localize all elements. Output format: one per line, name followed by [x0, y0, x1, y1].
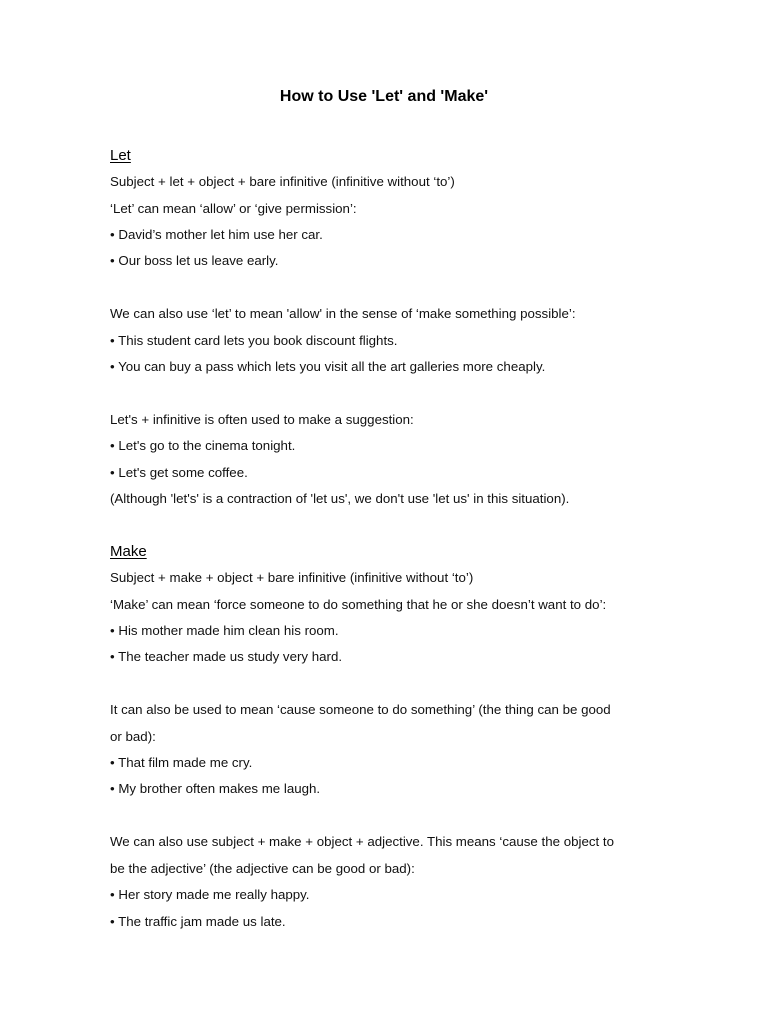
document-body	[0, 143, 768, 935]
bullet-item: • My brother often makes me laugh.	[110, 781, 321, 797]
paragraph	[110, 697, 768, 803]
paragraph	[110, 301, 768, 380]
text-line: We can also use subject + make + object + adjective. This means ‘cause the object to	[110, 834, 614, 850]
paragraph	[110, 169, 768, 275]
bullet-item: • That film made me cry.	[110, 755, 253, 771]
bullet-item: • His mother made him clean his room.	[110, 623, 339, 639]
page-title: How to Use 'Let' and 'Make'	[279, 88, 489, 105]
text-line: We can also use ‘let’ to mean 'allow' in the sense of ‘make something possible’:	[110, 306, 576, 322]
text-line: or bad):	[110, 728, 156, 744]
make-section	[110, 539, 768, 935]
text-line: ‘Let’ can mean ‘allow’ or ‘give permission’:	[110, 200, 357, 216]
bullet-item: • Let's go to the cinema tonight.	[110, 438, 296, 454]
paragraph	[110, 829, 768, 935]
section-heading-make: Make	[110, 542, 147, 560]
text-line: It can also be used to mean ‘cause someone to do something’ (the thing can be good	[110, 702, 611, 718]
paragraph	[110, 407, 768, 513]
rule-line: Subject + make + object + bare infinitive (infinitive without ‘to’)	[110, 570, 474, 586]
bullet-item: • This student card lets you book discount flights.	[110, 332, 398, 348]
rule-line: Subject + let + object + bare infinitive (infinitive without ‘to’)	[110, 174, 455, 190]
bullet-item: • Her story made me really happy.	[110, 887, 310, 903]
let-section	[110, 143, 768, 513]
text-line: Let's + infinitive is often used to make a suggestion:	[110, 411, 414, 427]
text-line: be the adjective’ (the adjective can be good or bad):	[110, 860, 415, 876]
text-line: ‘Make’ can mean ‘force someone to do something that he or she doesn’t want to do’:	[110, 596, 607, 612]
text-line: (Although 'let's' is a contraction of 'let us', we don't use 'let us' in this situation).	[110, 491, 570, 507]
section-heading-let: Let	[110, 146, 131, 164]
bullet-item: • The teacher made us study very hard.	[110, 649, 343, 665]
paragraph	[110, 565, 768, 671]
bullet-item: • David’s mother let him use her car.	[110, 227, 323, 243]
bullet-item: • You can buy a pass which lets you visit all the art galleries more cheaply.	[110, 359, 546, 375]
bullet-item: • Let's get some coffee.	[110, 464, 248, 480]
bullet-item: • The traffic jam made us late.	[110, 913, 286, 929]
bullet-item: • Our boss let us leave early.	[110, 253, 279, 269]
